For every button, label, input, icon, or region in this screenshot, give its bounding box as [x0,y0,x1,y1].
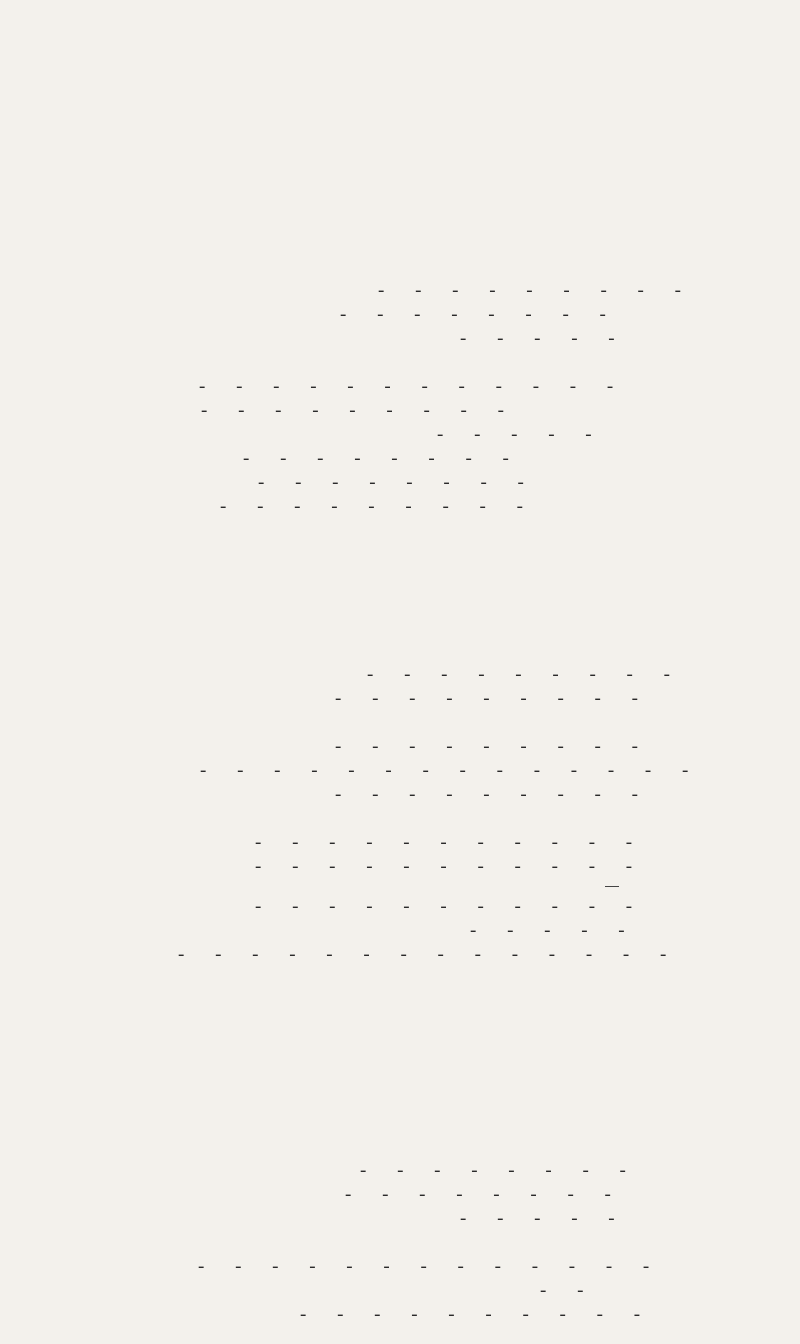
towcester-row-total [0,896,800,920]
leader-dashes: - - - - - - - - - [220,496,536,517]
towcester-row-chlorine [0,736,800,760]
leader-dashes: - - [540,1280,597,1301]
leader-dashes: - - - - - [437,424,605,445]
towcester-row-lead [0,944,800,968]
leader-dashes: - - - - - - - - - - - - - - [200,760,702,781]
stanion-row-chlorine [0,376,800,400]
leader-dashes: - - - - - [470,920,638,941]
leader-dashes: - - - - - - - - - - - - - [198,1256,663,1277]
stanion-row-free-ammonia [0,280,800,304]
leader-dashes: - - - - - [460,328,628,349]
stanion-row-total-oxygen [0,328,800,352]
leader-dashes: - - - - - - - - - - - - - - [178,944,680,965]
uh-row-permanent [0,1304,800,1328]
leader-dashes: - - - - - - - - - - - [255,832,646,853]
stanion-row-appearance [0,448,800,472]
leader-dashes: - - - - - [460,1208,628,1229]
towcester-row-nitrogen-nitrates [0,784,800,808]
leader-dashes: - - - - - - - - - [335,688,651,709]
leader-dashes: - - - - - - - - - [201,400,517,421]
stanion-row-albuminoid-ammonia [0,304,800,328]
leader-dashes: - - - - - - - - - [378,280,694,301]
towcester-row-albuminoid-ammonia [0,688,800,712]
leader-dashes: - - - - - - - - - [335,736,651,757]
leader-dashes: - - - - - - - - [243,448,522,469]
uh-row-chlorine [0,1256,800,1280]
leader-dashes: - - - - - - - - [258,472,537,493]
leader-dashes: - - - - - - - - [360,1160,639,1181]
leader-dashes: - - - - - - - - - - [300,1304,654,1325]
towcester-row-temporary [0,832,800,856]
leader-dashes: - - - - - - - - [340,304,619,325]
towcester-row-permanent [0,856,800,880]
stanion-row-hardness [0,400,800,424]
leader-dashes: - - - - - - - - - [335,784,651,805]
sum-rule [605,886,619,887]
stanion-row-solid-residue [0,424,800,448]
uh-row-free-ammonia [0,1160,800,1184]
leader-dashes: - - - - - - - - - - - [255,896,646,917]
towcester-row-nitrites [0,760,800,784]
uh-row-temporary-hardness [0,1280,800,1304]
uh-row-albuminoid-ammonia [0,1184,800,1208]
leader-dashes: - - - - - - - - - - - - [199,376,627,397]
stanion-row-sediment [0,496,800,520]
uh-row-total-oxygen [0,1208,800,1232]
towcester-row-total-solid [0,920,800,944]
towcester-row-free-ammonia [0,664,800,688]
leader-dashes: - - - - - - - - [345,1184,624,1205]
stanion-row-odour [0,472,800,496]
leader-dashes: - - - - - - - - - [367,664,683,685]
leader-dashes: - - - - - - - - - - - [255,856,646,877]
